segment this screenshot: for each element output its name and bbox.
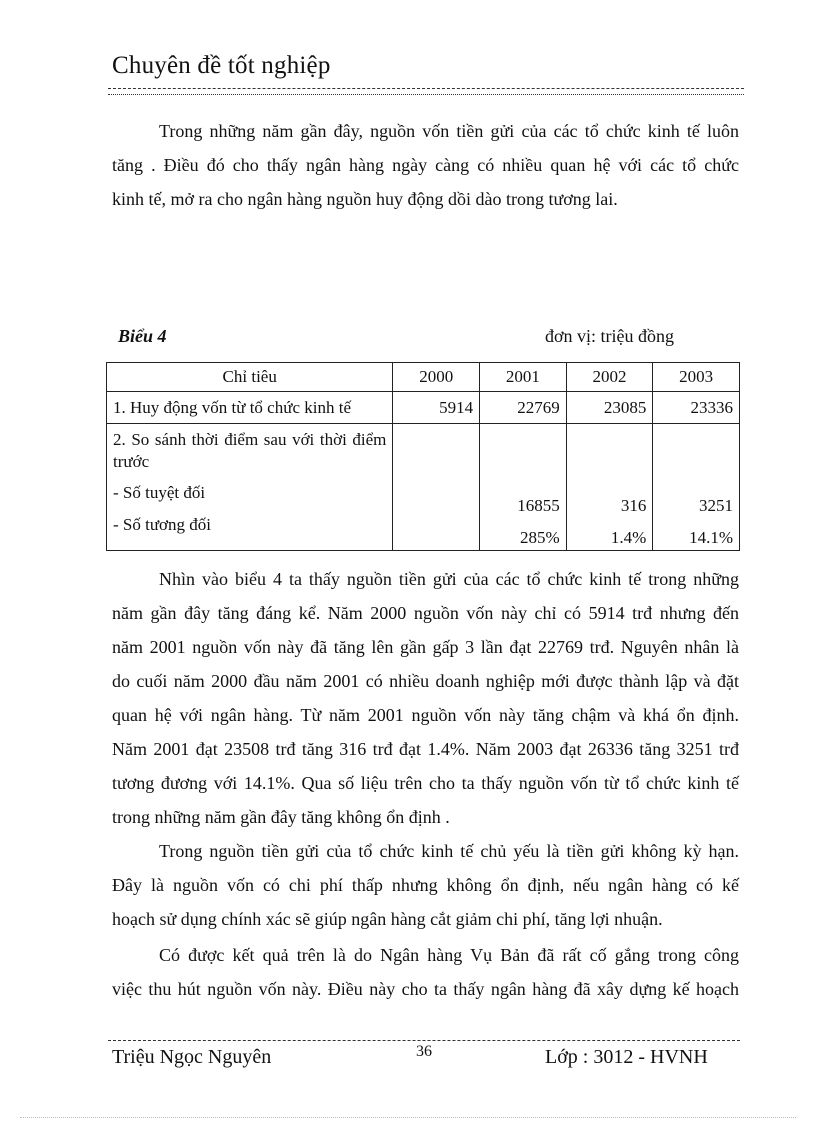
deposit-table xyxy=(106,362,740,551)
header-divider xyxy=(108,88,744,89)
header-year-2001: 2001 xyxy=(480,363,567,392)
analysis-line: năm 2001 nguồn vốn này đã tăng lên gần gấp 3 lần đạt 22769 trđ. Nguyên nhân là xyxy=(112,637,739,657)
header-year-2000: 2000 xyxy=(393,363,480,392)
row1-value-2002: 23085 xyxy=(566,392,653,424)
rel-value: 1.4% xyxy=(610,528,647,547)
header-divider-second xyxy=(108,94,744,95)
row2-col-2001 xyxy=(480,424,567,551)
row1-value-2000: 5914 xyxy=(393,392,480,424)
footer-divider xyxy=(108,1040,740,1041)
analysis-line: trong những năm gần đây tăng không ổn định . xyxy=(112,807,450,827)
page-bottom-divider xyxy=(20,1117,796,1118)
analysis-line: Nhìn vào biểu 4 ta thấy nguồn tiền gửi của các tổ chức kinh tế trong những xyxy=(159,569,739,589)
row2-sub-relative-label: - Số tương đối xyxy=(113,515,212,534)
table-row xyxy=(107,392,740,424)
header-year-2003: 2003 xyxy=(653,363,740,392)
row2-sub-absolute-label: - Số tuyệt đối xyxy=(113,483,206,502)
analysis-line: quan hệ với ngân hàng. Từ năm 2001 nguồn vốn này tăng chậm và khá ổn định. xyxy=(112,705,739,725)
row2-col-2003 xyxy=(653,424,740,551)
table-caption-label: Biểu 4 xyxy=(118,326,167,346)
rel-value: 14.1% xyxy=(689,528,733,547)
result-line: việc thu hút nguồn vốn này. Điều này cho ta thấy ngân hàng đã xây dựng kế hoạch xyxy=(112,979,739,999)
header-year-2002: 2002 xyxy=(566,363,653,392)
abs-value: 3251 xyxy=(699,496,733,515)
abs-value: 16855 xyxy=(517,496,560,515)
row1-label: 1. Huy động vốn từ tổ chức kinh tế xyxy=(107,392,393,424)
table-header-row xyxy=(107,363,740,392)
row1-value-2003: 23336 xyxy=(653,392,740,424)
document-header-title: Chuyên đề tốt nghiệp xyxy=(112,52,331,79)
analysis-line: năm gần đây tăng đáng kể. Năm 2000 nguồn vốn này chỉ có 5914 trđ nhưng đến xyxy=(112,603,739,623)
footer-class-info: Lớp : 3012 - HVNH xyxy=(545,1046,708,1068)
deposit-paragraph xyxy=(112,834,739,936)
intro-paragraph xyxy=(112,114,739,216)
row2-label-cell xyxy=(107,424,393,551)
analysis-line: Năm 2001 đạt 23508 trđ tăng 316 trđ đạt 1.4%. Năm 2003 đạt 26336 tăng 3251 trđ xyxy=(112,739,739,759)
rel-value: 285% xyxy=(520,528,560,547)
row2-col-2000 xyxy=(393,424,480,551)
analysis-paragraph xyxy=(112,562,739,834)
deposit-line: hoạch sử dụng chính xác sẽ giúp ngân hàng cắt giảm chi phí, tăng lợi nhuận. xyxy=(112,909,663,929)
deposit-line: Trong nguồn tiền gửi của tổ chức kinh tế chủ yếu là tiền gửi không kỳ hạn. xyxy=(159,841,739,861)
row1-value-2001: 22769 xyxy=(480,392,567,424)
result-paragraph xyxy=(112,938,739,1006)
deposit-line: Đây là nguồn vốn có chi phí thấp nhưng không ổn định, nếu ngân hàng có kế xyxy=(112,875,739,895)
intro-line: kinh tế, mở ra cho ngân hàng nguồn huy động dồi dào trong tương lai. xyxy=(112,189,618,209)
footer-page-number: 36 xyxy=(416,1043,432,1060)
row2-label: 2. So sánh thời điểm sau với thời điểm trước xyxy=(113,430,387,471)
intro-line: Trong những năm gần đây, nguồn vốn tiền gửi của các tổ chức kinh tế luôn xyxy=(159,121,739,141)
analysis-line: tương đương với 14.1%. Qua số liệu trên cho ta thấy nguồn vốn từ tổ chức kinh tế xyxy=(112,773,739,793)
table-unit-label: đơn vị: triệu đồng xyxy=(545,326,675,346)
table-row xyxy=(107,424,740,551)
analysis-line: do cuối năm 2000 đầu năm 2001 có nhiều doanh nghiệp mới được thành lập và đặt xyxy=(112,671,739,691)
header-indicator: Chỉ tiêu xyxy=(107,363,393,392)
abs-value: 316 xyxy=(620,496,647,515)
row2-col-2002 xyxy=(566,424,653,551)
intro-line: tăng . Điều đó cho thấy ngân hàng ngày càng có nhiều quan hệ với các tổ chức xyxy=(112,155,739,175)
result-line: Có được kết quả trên là do Ngân hàng Vụ Bản đã rất cố gắng trong công xyxy=(159,945,739,965)
footer-author: Triệu Ngọc Nguyên xyxy=(112,1046,272,1068)
